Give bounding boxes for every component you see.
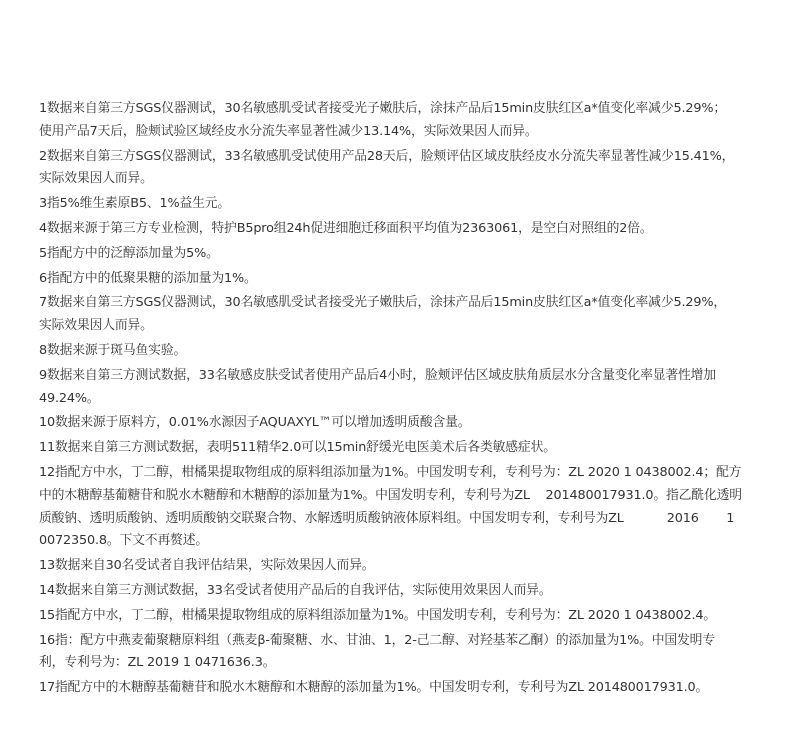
footnote-3: 3指5%维生素原B5、1%益生元。 xyxy=(39,196,231,212)
footnote-1: 1数据来自第三方SGS仪器测试，30名敏感肌受试者接受光子嫩肤后，涂抹产品后15min皮肤红区a*值变化率减少5.29%； 使用产品7天后，脸颊试验区域经皮水分流失率显著性减少13.14%，实际效果因人而异。 xyxy=(39,101,727,139)
footnote-12: 12指配方中水，丁二醇，柑橘果提取物组成的原料组添加量为1%。中国发明专利，专利号为：ZL 2020 1 0438002.4；配方 中的木糖醇基葡糖苷和脱水木糖醇和木糖醇的添加量为1%。中国发明专利，专利号为ZL 201480017931.0。指乙酰化透明 质酸钠、透明质酸钠、透明质酸钠交联聚合物、水解透明质酸钠液体原料组。中国发明专利，专利号为ZL 2016 1 0072350.8。下文不再赘述。 xyxy=(39,464,742,549)
footnote-4: 4数据来源于第三方专业检测，特护B5pro组24h促进细胞迁移面积平均值为2363061，是空白对照组的2倍。 xyxy=(39,220,653,236)
footnote-17: 17指配方中的木糖醇基葡糖苷和脱水木糖醇和木糖醇的添加量为1%。中国发明专利，专利号为ZL 201480017931.0。 xyxy=(39,680,709,696)
footnote-9: 9数据来自第三方测试数据，33名敏感皮肤受试者使用产品后4小时，脸颊评估区域皮肤角质层水分含量变化率显著性增加 49.24%。 xyxy=(39,367,716,406)
footnote-13: 13数据来自30名受试者自我评估结果，实际效果因人而异。 xyxy=(39,558,375,574)
footnote-16: 16指：配方中燕麦葡聚糖原料组（燕麦β-葡聚糖、水、甘油、1，2-己二醇、对羟基苯乙酮）的添加量为1%。中国发明专 利，专利号为：ZL 2019 1 0471636.3。 xyxy=(39,632,715,671)
footnote-2: 2数据来自第三方SGS仪器测试，33名敏感肌受试使用产品28天后，脸颊评估区域皮肤经皮水分流失率显著性减少15.41%， 实际效果因人而异。 xyxy=(39,148,735,187)
footnote-15: 15指配方中水，丁二醇，柑橘果提取物组成的原料组添加量为1%。中国发明专利，专利号为：ZL 2020 1 0438002.4。 xyxy=(39,607,717,623)
footnote-6: 6指配方中的低聚果糖的添加量为1%。 xyxy=(39,270,257,286)
footnote-14: 14数据来自第三方测试数据，33名受试者使用产品后的自我评估，实际使用效果因人而异。 xyxy=(39,582,552,598)
footnote-5: 5指配方中的泛醇添加量为5%。 xyxy=(39,245,219,261)
footnote-11: 11数据来自第三方测试数据，表明511精华2.0可以15min舒缓光电医美术后各类敏感症状。 xyxy=(39,440,556,456)
footnote-7: 7数据来自第三方SGS仪器测试，30名敏感肌受试者接受光子嫩肤后，涂抹产品后15min皮肤红区a*值变化率减少5.29%， 实际效果因人而异。 xyxy=(39,295,727,334)
footnote-8: 8数据来源于斑马鱼实验。 xyxy=(39,342,187,358)
footnotes-list xyxy=(39,98,779,702)
footnote-10: 10数据来源于原料方，0.01%水源因子AQUAXYL™可以增加透明质酸含量。 xyxy=(39,415,471,431)
